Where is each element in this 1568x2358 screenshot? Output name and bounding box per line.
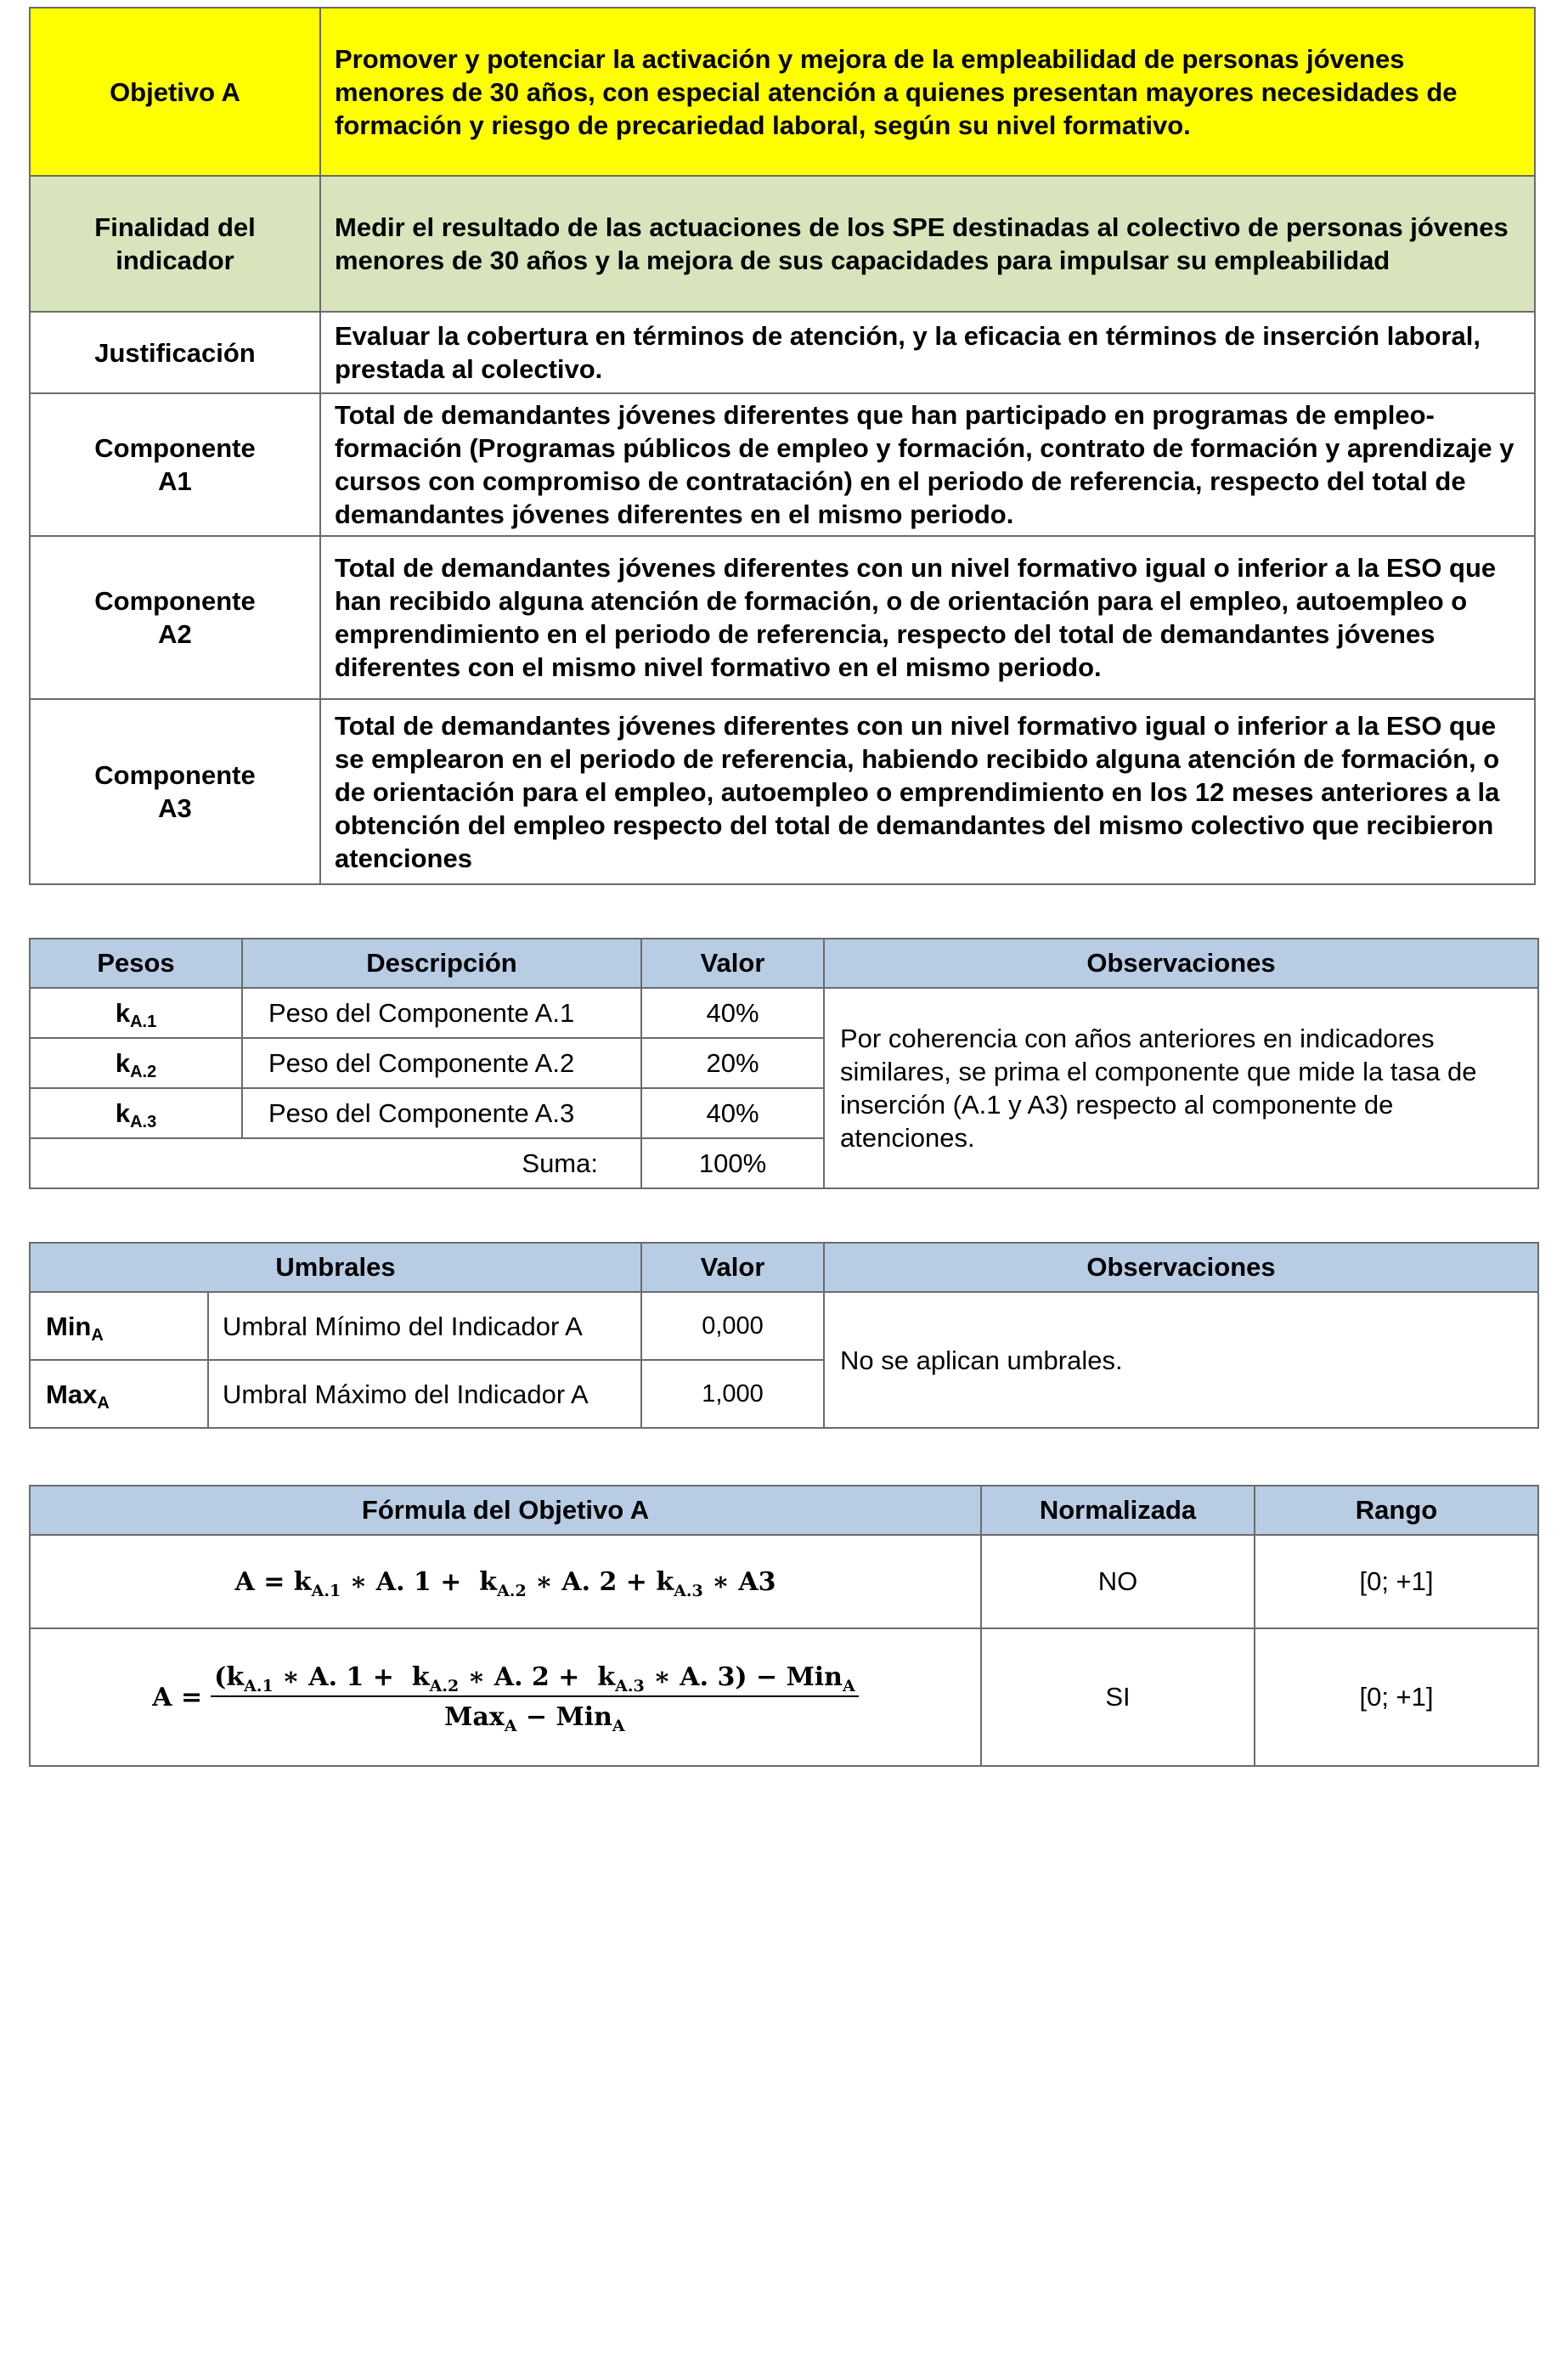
justificacion-label: Justificación xyxy=(30,312,320,393)
umbrales-table xyxy=(29,1242,1539,1429)
umbrales-header-umbrales: Umbrales xyxy=(30,1243,641,1292)
umbral-symbol: Min xyxy=(46,1311,92,1341)
umbral-key xyxy=(30,1292,208,1360)
formula-header-row xyxy=(30,1486,1538,1535)
peso-key xyxy=(30,1038,242,1088)
formula-numerator: ($k_{A.1}$ ∗ A. $1 + k_{A.2}$ ∗ A. $2 + k_{A.3}$ ∗ A. 3) − Min$_A$ xyxy=(211,1662,859,1697)
peso-symbol: k xyxy=(115,1047,131,1078)
pesos-observaciones: Por coherencia con años anteriores en indicadores similares, se prima el componente que mide la tasa de inserción (A.1 y A3) respecto al componente de atenciones. xyxy=(824,988,1538,1188)
formula-lhs: A = xyxy=(152,1682,203,1712)
objetivo-text: Promover y potenciar la activación y mejora de la empleabilidad de personas jóvenes menores de 30 años, con especial atención a quienes presentan mayores necesidades de formación y riesgo de precariedad laboral, según su nivel formativo. xyxy=(320,8,1535,176)
peso-subscript: A.2 xyxy=(130,1062,157,1081)
peso-value: 20% xyxy=(641,1038,824,1088)
umbral-value: 0,000 xyxy=(641,1292,824,1360)
umbral-description: Umbral Máximo del Indicador A xyxy=(208,1360,641,1428)
formula-plain: $A = k_{A.1}$ ∗ A. $1 + k_{A.2}$ ∗ A. $2 + k_{A.3}$ ∗ A3 xyxy=(234,1567,776,1600)
peso-description: Peso del Componente A.2 xyxy=(242,1038,641,1088)
finalidad-label: Finalidad del indicador xyxy=(30,176,320,312)
formula-denominator: Max$_A$ − Min$_A$ xyxy=(444,1702,625,1735)
peso-key xyxy=(30,988,242,1038)
componente-a2-label: Componente A2 xyxy=(30,536,320,699)
componente-a3-row xyxy=(30,699,1535,884)
peso-value: 40% xyxy=(641,988,824,1038)
componente-a2-text: Total de demandantes jóvenes diferentes con un nivel formativo igual o inferior a la ESO que han recibido alguna atención de formación, o de orientación para el empleo, autoempleo o emprendimiento en el periodo de referencia, respecto del total de demandantes jóvenes diferentes con el mismo nivel formativo en el mismo periodo. xyxy=(320,536,1535,699)
umbral-value: 1,000 xyxy=(641,1360,824,1428)
pesos-header-valor: Valor xyxy=(641,939,824,988)
umbral-description: Umbral Mínimo del Indicador A xyxy=(208,1292,641,1360)
peso-symbol: k xyxy=(115,997,131,1028)
umbrales-header-row xyxy=(30,1243,1538,1292)
componente-a3-label: Componente A3 xyxy=(30,699,320,884)
umbral-key xyxy=(30,1360,208,1428)
suma-value: 100% xyxy=(641,1138,824,1188)
umbrales-observaciones: No se aplican umbrales. xyxy=(824,1292,1538,1428)
formula-header-formula: Fórmula del Objetivo A xyxy=(30,1486,981,1535)
justificacion-text: Evaluar la cobertura en términos de atención, y la eficacia en términos de inserción laboral, prestada al colectivo. xyxy=(320,312,1535,393)
objetivo-row xyxy=(30,8,1535,176)
objetivo-label: Objetivo A xyxy=(30,8,320,176)
formula-expression xyxy=(30,1535,981,1628)
formula-expression xyxy=(30,1628,981,1766)
formula-row xyxy=(30,1535,1538,1628)
formula-header-normalizada: Normalizada xyxy=(981,1486,1255,1535)
peso-value: 40% xyxy=(641,1088,824,1138)
objetivo-table xyxy=(29,7,1536,885)
pesos-row xyxy=(30,988,1538,1038)
peso-subscript: A.3 xyxy=(130,1112,157,1131)
peso-description: Peso del Componente A.1 xyxy=(242,988,641,1038)
formula-fraction xyxy=(211,1662,859,1735)
peso-key xyxy=(30,1088,242,1138)
pesos-header-observaciones: Observaciones xyxy=(824,939,1538,988)
formula-normalizada: NO xyxy=(981,1535,1255,1628)
umbral-symbol: Max xyxy=(46,1379,98,1409)
peso-symbol: k xyxy=(115,1097,131,1128)
formula-normalizada: SI xyxy=(981,1628,1255,1766)
peso-subscript: A.1 xyxy=(130,1012,157,1031)
pesos-header-pesos: Pesos xyxy=(30,939,242,988)
formula-header-rango: Rango xyxy=(1255,1486,1538,1535)
formula-row xyxy=(30,1628,1538,1766)
formula-rango: [0; +1] xyxy=(1255,1628,1538,1766)
componente-a2-row xyxy=(30,536,1535,699)
pesos-header-row xyxy=(30,939,1538,988)
formula-table xyxy=(29,1485,1539,1767)
suma-label: Suma: xyxy=(30,1138,641,1188)
pesos-table xyxy=(29,938,1539,1189)
formula-rango: [0; +1] xyxy=(1255,1535,1538,1628)
umbrales-header-observaciones: Observaciones xyxy=(824,1243,1538,1292)
finalidad-text: Medir el resultado de las actuaciones de los SPE destinadas al colectivo de personas jóvenes menores de 30 años y la mejora de sus capacidades para impulsar su empleabilidad xyxy=(320,176,1535,312)
umbral-row xyxy=(30,1292,1538,1360)
componente-a1-row xyxy=(30,393,1535,536)
componente-a1-text: Total de demandantes jóvenes diferentes que han participado en programas de empleo-formación (Programas públicos de empleo y formación, contrato de formación y aprendizaje y cursos con compromiso de contratación) en el periodo de referencia, respecto del total de demandantes jóvenes diferentes en el mismo periodo. xyxy=(320,393,1535,536)
umbral-subscript: A xyxy=(91,1325,104,1345)
justificacion-row xyxy=(30,312,1535,393)
umbral-subscript: A xyxy=(97,1393,110,1413)
umbrales-header-valor: Valor xyxy=(641,1243,824,1292)
componente-a1-label: Componente A1 xyxy=(30,393,320,536)
finalidad-row xyxy=(30,176,1535,312)
componente-a3-text: Total de demandantes jóvenes diferentes con un nivel formativo igual o inferior a la ESO que se emplearon en el periodo de referencia, habiendo recibido alguna atención de formación, o de orientación para el empleo, autoempleo o emprendimiento en los 12 meses anteriores a la obtención del empleo respecto del total de demandantes del mismo colectivo que recibieron atenciones xyxy=(320,699,1535,884)
pesos-header-descripcion: Descripción xyxy=(242,939,641,988)
peso-description: Peso del Componente A.3 xyxy=(242,1088,641,1138)
